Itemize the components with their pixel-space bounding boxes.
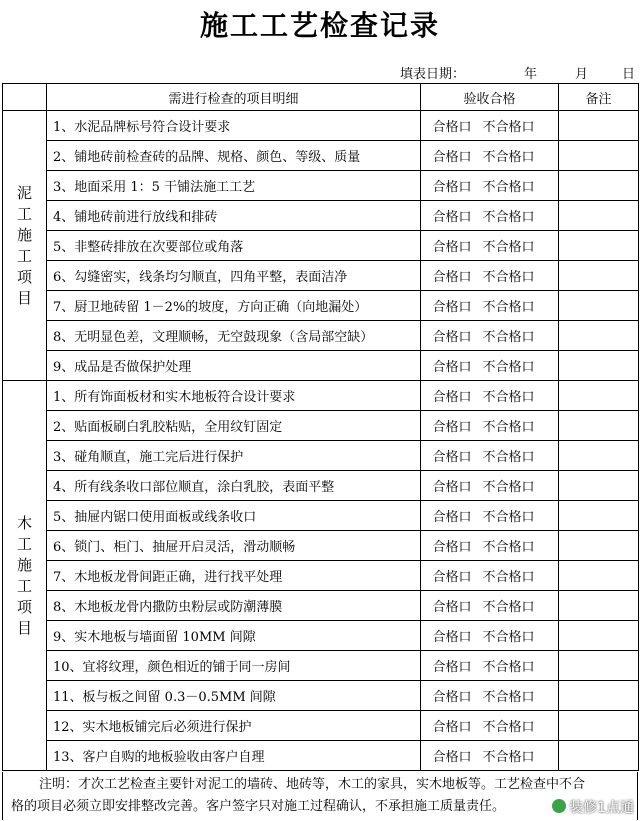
result-cell [421, 651, 559, 681]
section-label-char: 项 [16, 597, 32, 616]
inspection-item: 8、木地板龙骨内撒防虫粉层或防潮薄膜 [47, 591, 421, 621]
result-cell [421, 321, 559, 351]
remark-cell[interactable] [559, 681, 639, 711]
date-month-label: 月 [575, 67, 589, 82]
inspection-item: 2、贴面板刷白乳胶粘贴，全用纹钉固定 [47, 411, 421, 441]
section-label-char: 工 [16, 576, 32, 595]
inspection-item: 6、锁门、柜门、抽屉开启灵活，滑动顺畅 [47, 531, 421, 561]
table-row [3, 711, 639, 741]
table-row [3, 681, 639, 711]
table-header-row [3, 84, 639, 111]
result-cell [421, 441, 559, 471]
table-row [3, 261, 639, 291]
fail-checkbox[interactable]: 不合格口 [482, 570, 535, 585]
remark-cell[interactable] [559, 501, 639, 531]
section-label-char: 泥 [16, 183, 32, 202]
inspection-item: 7、木地板龙骨间距正确，进行找平处理 [47, 561, 421, 591]
pass-checkbox[interactable]: 合格口 [432, 180, 472, 195]
section-label-char: 工 [16, 204, 32, 223]
result-cell [421, 201, 559, 231]
pass-checkbox[interactable]: 合格口 [432, 540, 472, 555]
remark-cell[interactable] [559, 261, 639, 291]
fail-checkbox[interactable]: 不合格口 [482, 180, 535, 195]
table-row [3, 531, 639, 561]
note-line-1: 注明：才次工艺检查主要针对泥工的墙砖、地砖等，木工的家具，实木地板等。工艺检查中不合 [39, 777, 586, 792]
table-row [3, 561, 639, 591]
section-label-char: 工 [16, 534, 32, 553]
fail-checkbox[interactable]: 不合格口 [482, 390, 535, 405]
remark-cell[interactable] [559, 201, 639, 231]
table-body [3, 111, 639, 771]
table-row [3, 411, 639, 441]
fail-checkbox[interactable]: 不合格口 [482, 210, 535, 225]
pass-checkbox[interactable]: 合格口 [432, 210, 472, 225]
inspection-item: 7、厨卫地砖留 1－2%的坡度，方向正确（向地漏处） [47, 291, 421, 321]
pass-checkbox[interactable]: 合格口 [432, 750, 472, 765]
result-cell [421, 591, 559, 621]
pass-checkbox[interactable]: 合格口 [432, 330, 472, 345]
inspection-table [2, 83, 639, 771]
result-cell [421, 741, 559, 771]
inspection-item: 4、所有线条收口部位顺直，涂白乳胶，表面平整 [47, 471, 421, 501]
inspection-item: 9、成品是否做保护处理 [47, 351, 421, 381]
inspection-item: 12、实木地板铺完后必须进行保护 [47, 711, 421, 741]
inspection-item: 1、所有饰面板材和实木地板符合设计要求 [47, 381, 421, 411]
inspection-item: 10、宜将纹理，颜色相近的铺于同一房间 [47, 651, 421, 681]
remark-cell[interactable] [559, 441, 639, 471]
remark-cell[interactable] [559, 591, 639, 621]
inspection-item: 9、实木地板与墙面留 10MM 间隙 [47, 621, 421, 651]
watermark-text: 装修1点通 [569, 800, 634, 816]
header-remark: 备注 [559, 84, 639, 111]
result-cell [421, 381, 559, 411]
fail-checkbox[interactable]: 不合格口 [482, 420, 535, 435]
page-title: 施工工艺检查记录 [199, 9, 440, 42]
result-cell [421, 171, 559, 201]
inspection-item: 3、地面采用 1：5 干铺法施工工艺 [47, 171, 421, 201]
table-row [3, 351, 639, 381]
result-cell [421, 231, 559, 261]
pass-checkbox[interactable]: 合格口 [432, 240, 472, 255]
table-row [3, 471, 639, 501]
header-category [3, 84, 47, 111]
fill-date-label: 填表日期： [400, 67, 466, 82]
result-cell [421, 561, 559, 591]
remark-cell[interactable] [559, 651, 639, 681]
table-row [3, 201, 639, 231]
table-row [3, 621, 639, 651]
remark-cell[interactable] [559, 231, 639, 261]
pass-checkbox[interactable]: 合格口 [432, 600, 472, 615]
note-line-2: 格的项目必须立即安排整改完善。客户签字只对施工过程确认，不承担施工质量责任。 [11, 799, 506, 814]
remark-cell[interactable] [559, 561, 639, 591]
table-row [3, 441, 639, 471]
remark-cell[interactable] [559, 381, 639, 411]
header-items: 需进行检查的项目明细 [47, 84, 421, 111]
result-cell [421, 501, 559, 531]
note-block [2, 772, 638, 820]
remark-cell[interactable] [559, 291, 639, 321]
remark-cell[interactable] [559, 471, 639, 501]
fail-checkbox[interactable]: 不合格口 [482, 240, 535, 255]
table-row [3, 171, 639, 201]
table-row [3, 501, 639, 531]
fail-checkbox[interactable]: 不合格口 [482, 750, 535, 765]
fail-checkbox[interactable]: 不合格口 [482, 660, 535, 675]
pass-checkbox[interactable]: 合格口 [432, 570, 472, 585]
result-cell [421, 261, 559, 291]
inspection-item: 13、客户自购的地板验收由客户自理 [47, 741, 421, 771]
section-label-char: 木 [16, 513, 32, 532]
table-row [3, 111, 639, 141]
section-label-char: 项 [16, 267, 32, 286]
remark-cell[interactable] [559, 321, 639, 351]
table-row [3, 741, 639, 771]
result-cell [421, 621, 559, 651]
date-year-label: 年 [524, 67, 538, 82]
fail-checkbox[interactable]: 不合格口 [482, 720, 535, 735]
section-label [3, 111, 47, 381]
remark-cell[interactable] [559, 621, 639, 651]
pass-checkbox[interactable]: 合格口 [432, 630, 472, 645]
pass-checkbox[interactable]: 合格口 [432, 120, 472, 135]
result-cell [421, 351, 559, 381]
header-result: 验收合格 [421, 84, 559, 111]
inspection-item: 5、非整砖排放在次要部位或角落 [47, 231, 421, 261]
remark-cell[interactable] [559, 351, 639, 381]
inspection-item: 1、水泥品牌标号符合设计要求 [47, 111, 421, 141]
section-label-char: 工 [16, 246, 32, 265]
remark-cell[interactable] [559, 171, 639, 201]
wechat-logo-icon [551, 798, 567, 814]
inspection-item: 3、碰角顺直，施工完后进行保护 [47, 441, 421, 471]
fill-date-row [0, 63, 640, 83]
section-label-char: 目 [16, 288, 32, 307]
remark-cell[interactable] [559, 411, 639, 441]
fail-checkbox[interactable]: 不合格口 [482, 150, 535, 165]
remark-cell[interactable] [559, 531, 639, 561]
fail-checkbox[interactable]: 不合格口 [482, 270, 535, 285]
watermark [551, 797, 634, 817]
pass-checkbox[interactable]: 合格口 [432, 720, 472, 735]
section-label-char: 施 [16, 555, 32, 574]
inspection-item: 5、抽屉内锯口使用面板或线条收口 [47, 501, 421, 531]
result-cell [421, 681, 559, 711]
table-row [3, 291, 639, 321]
pass-checkbox[interactable]: 合格口 [432, 510, 472, 525]
result-cell [421, 141, 559, 171]
result-cell [421, 471, 559, 501]
result-cell [421, 531, 559, 561]
fail-checkbox[interactable]: 不合格口 [482, 690, 535, 705]
remark-cell[interactable] [559, 711, 639, 741]
pass-checkbox[interactable]: 合格口 [432, 450, 472, 465]
table-row [3, 591, 639, 621]
remark-cell[interactable] [559, 741, 639, 771]
fail-checkbox[interactable]: 不合格口 [482, 120, 535, 135]
inspection-item: 8、无明显色差，文理顺畅，无空鼓现象（含局部空缺） [47, 321, 421, 351]
result-cell [421, 411, 559, 441]
inspection-item: 11、板与板之间留 0.3－0.5MM 间隙 [47, 681, 421, 711]
pass-checkbox[interactable]: 合格口 [432, 390, 472, 405]
pass-checkbox[interactable]: 合格口 [432, 480, 472, 495]
table-row [3, 381, 639, 411]
pass-checkbox[interactable]: 合格口 [432, 300, 472, 315]
pass-checkbox[interactable]: 合格口 [432, 150, 472, 165]
table-row [3, 651, 639, 681]
result-cell [421, 111, 559, 141]
fail-checkbox[interactable]: 不合格口 [482, 330, 535, 345]
section-label [3, 381, 47, 771]
section-label-char: 施 [16, 225, 32, 244]
fail-checkbox[interactable]: 不合格口 [482, 510, 535, 525]
fail-checkbox[interactable]: 不合格口 [482, 450, 535, 465]
date-day-label: 日 [622, 67, 636, 82]
section-label-char: 目 [16, 618, 32, 637]
fail-checkbox[interactable]: 不合格口 [482, 600, 535, 615]
inspection-item: 6、勾缝密实，线条均匀顺直，四角平整，表面洁净 [47, 261, 421, 291]
table-row [3, 141, 639, 171]
fail-checkbox[interactable]: 不合格口 [482, 480, 535, 495]
fail-checkbox[interactable]: 不合格口 [482, 630, 535, 645]
pass-checkbox[interactable]: 合格口 [432, 270, 472, 285]
result-cell [421, 291, 559, 321]
remark-cell[interactable] [559, 141, 639, 171]
pass-checkbox[interactable]: 合格口 [432, 660, 472, 675]
inspection-item: 4、铺地砖前进行放线和排砖 [47, 201, 421, 231]
table-row [3, 321, 639, 351]
fail-checkbox[interactable]: 不合格口 [482, 360, 535, 375]
inspection-item: 2、铺地砖前检查砖的品牌、规格、颜色、等级、质量 [47, 141, 421, 171]
result-cell [421, 711, 559, 741]
pass-checkbox[interactable]: 合格口 [432, 690, 472, 705]
fail-checkbox[interactable]: 不合格口 [482, 540, 535, 555]
pass-checkbox[interactable]: 合格口 [432, 420, 472, 435]
fail-checkbox[interactable]: 不合格口 [482, 300, 535, 315]
table-row [3, 231, 639, 261]
remark-cell[interactable] [559, 111, 639, 141]
pass-checkbox[interactable]: 合格口 [432, 360, 472, 375]
